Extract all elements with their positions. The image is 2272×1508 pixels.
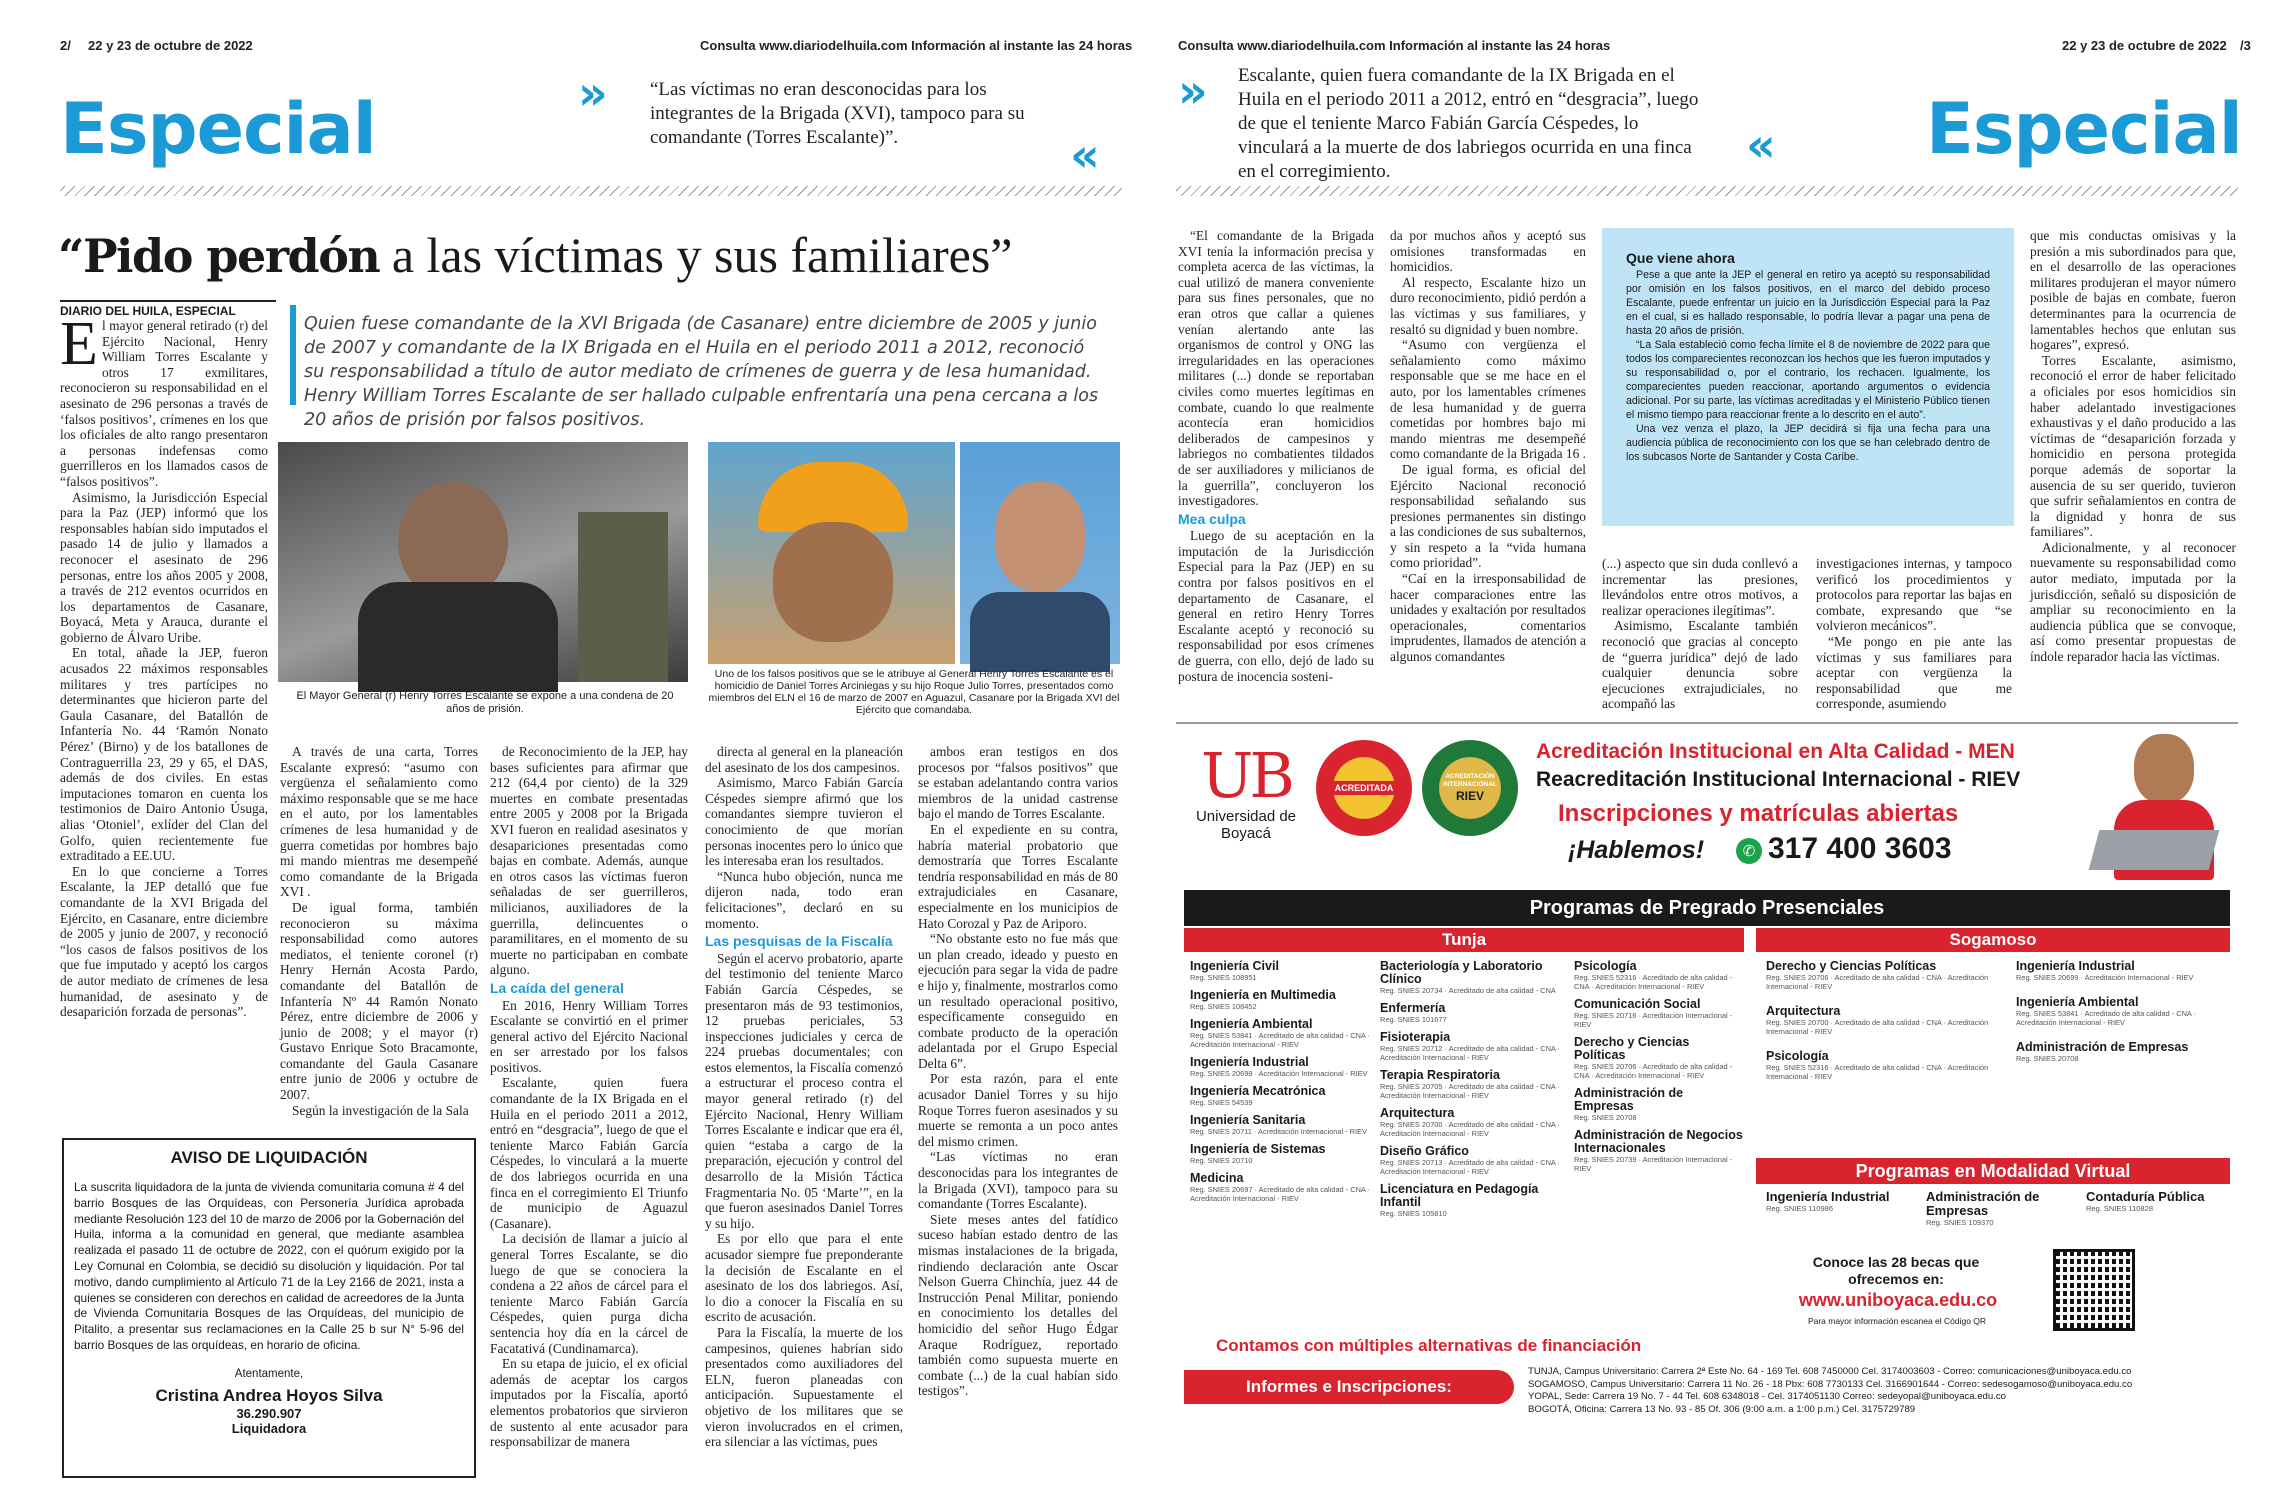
- program-detail: Reg. SNIES 20710: [1190, 1156, 1253, 1165]
- paragraph: que mis conductas omisivas y la presión a mis subordinados para que, en el desarrollo de las operaciones militares produjeran el mayor número posible de bajas en combate, fueron determinantes para la ocurrencia de lamentables hechos que enlutan sus hogares”, expresó.: [2030, 228, 2236, 353]
- photo-caption-2: Uno de los falsos positivos que se le atribuye al General Henry Torres Escalante es el homicidio de Daniel Torres Arciniegas y su hijo Roque Julio Torres, presentados como miembros del ELN el 16 de marzo de 2007 en Aguazul, Casanare por la Brigada XVI del Ejército que comandaba.: [708, 668, 1120, 716]
- contact-line: SOGAMOSO, Campus Universitario: Carrera 11 No. 26 - 18 Pbx: 608 7730133 Cel. 3166901644 - Correo: sedesogamoso@uniboyaca.edu.co: [1528, 1378, 2133, 1390]
- box-paragraph: “La Sala estableció como fecha límite el 8 de noviembre de 2022 para que todos los comparecientes reconozcan los hechos que les fueron imputados y su responsabilidad o, por el contrario, los rechacen. Igualmente, los comparecientes pueden reaccionar, aportando argumentos o evidencia adicional. Por su parte, las víctimas acreditadas y el Ministerio Público tienen el mismo tiempo para reaccionar frente a lo descrito en el auto”.: [1626, 339, 1990, 421]
- accreditation-line-1: Acreditación Institucional en Alta Calidad - MEN: [1536, 740, 2015, 763]
- contact-line: YOPAL, Sede: Carrera 19 No. 7 - 44 Tel. 608 6348018 - Cel. 3174051130 Correo: sedeyopal@uniboyaca.edu.co: [1528, 1391, 2007, 1402]
- program-detail: Reg. SNIES 109370: [1926, 1218, 1994, 1227]
- virtual-program-item: [1926, 1190, 2066, 1227]
- paragraph: De igual forma, es oficial del Ejército Nacional reconoció responsabilidad señalando sus presiones permanentes sin distingo a las condiciones de sus subalternos, y sin respeto a la “vida humana como prioridad”.: [1390, 461, 1586, 571]
- paragraph: (...) aspecto que sin duda conllevó a incrementar las presiones, llevándolos entre otros motivos, a realizar operaciones ilegítimas”.: [1602, 556, 1798, 618]
- paragraph: De igual forma, también reconocieron su máxima responsabilidad como autores mediatos, el teniente coronel (r) Henry Hernán Acosta Pardo, comandante del Batallón de Infantería Nº 44 Ramón Nonato Pérez, entre diciembre de 2006 y junio de 2008; y el mayor (r) Gustavo Enrique Soto Bracamonte, comandante del Gaula Casanare entre junio de 2006 y octubre de 2007.: [280, 899, 478, 1103]
- program-detail: Reg. SNIES 20734 · Acreditado de alta calidad - CNA: [1380, 986, 1556, 995]
- program-detail: Reg. SNIES 20739 · Acreditación Internacional - RIEV: [1574, 1155, 1733, 1173]
- program-item: [1380, 1183, 1566, 1218]
- contact-list: [1528, 1366, 2228, 1416]
- program-name: Derecho y Ciencias Políticas: [1766, 959, 1937, 973]
- lede: Quien fuese comandante de la XVI Brigada (de Casanare) entre diciembre de 2005 y junio de 2007 y comandante de la IX Brigada en el Huila en el periodo 2011 a 2012, reconoció su responsabilidad a título de autor mediato de crímenes de guerra y de lesa humanidad. Henry William Torres Escalante de ser hallado culpable enfrentaría una pena cercana a los 20 años de prisión por falsos positivos.: [304, 314, 1099, 430]
- seal-label: ACREDITACIÓN INTERNACIONAL: [1443, 773, 1497, 788]
- headline: [58, 226, 1128, 284]
- program-name: Administración de Empresas: [1926, 1189, 2040, 1218]
- program-name: Ingeniería Sanitaria: [1190, 1113, 1306, 1127]
- paragraph: En su etapa de juicio, el ex oficial además de aceptar los cargos imputados por la Fiscalía, aportó elementos probatorios que sirvieron de sustento al ente acusador para responsabilizar de manera: [490, 1356, 688, 1450]
- paragraph: Según la investigación de la Sala: [292, 1102, 469, 1118]
- notice-title: AVISO DE LIQUIDACIÓN: [170, 1148, 368, 1167]
- program-detail: Reg. SNIES 108452: [1190, 1002, 1257, 1011]
- program-name: Comunicación Social: [1574, 997, 1701, 1011]
- tunja-list-2: [1380, 960, 1566, 1225]
- article-col-1: [60, 318, 268, 1113]
- program-detail: Reg. SNIES 20700 · Acreditado de alta calidad - CNA · Acreditación Internacional - RIEV: [1380, 1120, 1560, 1138]
- headline-bold: “Pido perdón: [58, 229, 380, 283]
- program-item: [1574, 960, 1744, 991]
- article-col-2: [280, 744, 478, 1118]
- program-item: [1190, 1056, 1370, 1078]
- paragraph: “Las víctimas no eran desconocidas para los integrantes de la Brigada (XVI), tampoco para su comandante (Torres Escalante).: [918, 1149, 1118, 1212]
- program-item: [2016, 1041, 2226, 1063]
- program-name: Fisioterapia: [1380, 1030, 1451, 1044]
- paragraph: investigaciones internas, y tampoco verificó los procedimientos y protocolos para reportar las bajas en combate, expresando que “se volvieron mecánicos”.: [1816, 556, 2012, 634]
- chevron-right-icon: »: [578, 66, 598, 120]
- program-name: Ingeniería Ambiental: [2016, 995, 2139, 1009]
- photo-suit: [358, 582, 558, 692]
- program-detail: Reg. SNIES 20711 · Acreditación Internacional - RIEV: [1190, 1127, 1367, 1136]
- lede-bar: [290, 305, 296, 405]
- page-site: Consulta www.diariodelhuila.com Información al instante las 24 horas: [700, 38, 1133, 53]
- university-logo[interactable]: [1186, 739, 1306, 844]
- program-detail: Reg. SNIES 52316 · Acreditado de alta calidad - CNA · Acreditación Internacional - RIEV: [1766, 1063, 1989, 1081]
- program-detail: Reg. SNIES 108951: [1190, 973, 1257, 982]
- subhead-pesquisas: Las pesquisas de la Fiscalía: [705, 933, 893, 950]
- program-name: Medicina: [1190, 1171, 1244, 1185]
- program-item: [1380, 1031, 1566, 1062]
- paragraph: Para la Fiscalía, la muerte de los campesinos, quienes habrían sido presentados como auxiliadores del ELN, fueron planeadas con anticipación. Supuestamente el objetivo de los militares que se vieron involucrados en el crimen, era silenciar a las víctimas, pues: [705, 1324, 903, 1450]
- paragraph: En lo que concierne a Torres Escalante, la JEP detalló que fue comandante de la XVI Brigada del Ejército, en Casanare, entre diciembre de 2005 y junio de 2007, y reconoció “los casos de falsos positivos de los que fue imputado y aceptó los cargos de autor mediato de crímenes de lesa humanidad, de asesinato y de desaparición forzada de personas”.: [60, 863, 268, 1020]
- program-detail: Reg. SNIES 20713 · Acreditado de alta calidad - CNA · Acreditación Internacional - RIEV: [1380, 1158, 1560, 1176]
- virtual-band: Programas en Modalidad Virtual: [1756, 1158, 2230, 1184]
- program-item: [1574, 1036, 1744, 1080]
- sogamoso-list-2: [2016, 960, 2226, 1077]
- paragraph: “Nunca hubo objeción, nunca me dijeron nada, todo eran felicitaciones”, declaró en su momento.: [705, 868, 903, 931]
- program-item: [1380, 1069, 1566, 1100]
- notice-name: Cristina Andrea Hoyos Silva: [155, 1385, 383, 1405]
- program-detail: Reg. SNIES 20699 · Acreditación Internacional - RIEV: [1190, 1069, 1368, 1078]
- paragraph: “No obstante esto no fue más que un plan creado, ideado y puesto en ejecución para segar la vida de padre e hijo y, finalmente, mostrarlos como un resultado operacional positivo, específicamente conseguido en combate producto de la operación adelantada por el Grupo Especial Delta 6”.: [918, 931, 1118, 1071]
- seal-label: ACREDITADA: [1331, 781, 1398, 795]
- program-detail: Reg. SNIES 53841 · Acreditado de alta calidad - CNA · Acreditación Internacional - RIEV: [1190, 1031, 1370, 1049]
- program-detail: Reg. SNIES 20712 · Acreditado de alta calidad - CNA · Acreditación Internacional - RIEV: [1380, 1044, 1560, 1062]
- paragraph: Según el acervo probatorio, aparte del testimonio del teniente Marco Fabián García Céspedes, se presentaron más de 93 testimonios, 12 pruebas periciales, 53 inspecciones judiciales y cerca de 224 pruebas documentales; con estos elementos, la Fiscalía comenzó a estructurar el proceso contra el mayor general retirado (r) del Ejército Nacional, Henry William Torres Escalante e indicar que era él, quien “estaba a cargo de la preparación, ejecución y control del desarrollo de la Misión Táctica Fragmentaria No. 05 ‘Marte’”, en la que fueron asesinados Daniel Torres y su hijo.: [705, 950, 903, 1231]
- program-item: [1574, 1087, 1744, 1122]
- program-item: [1190, 1018, 1370, 1049]
- page-date: 22 y 23 de octubre de 2022: [88, 38, 253, 53]
- scholarships-text: Conoce las 28 becas que ofrecemos en:: [1812, 1254, 1980, 1287]
- box-paragraph: Pese a que ante la JEP el general en retiro ya aceptó su responsabilidad por omisión en los falsos positivos, en el marco del debido proceso Escalante, puede enfrentar un juicio en la Jurisdicción Especial para la Paz en el cual, si es hallado responsable, lo podría llevar a pagar una pena de hasta 20 años de prisión.: [1626, 269, 1990, 337]
- program-name: Terapia Respiratoria: [1380, 1068, 1500, 1082]
- virtual-program-item: [1766, 1190, 1906, 1227]
- chevron-left-icon: «: [1746, 118, 1766, 172]
- program-detail: Reg. SNIES 20716 · Acreditación Internacional - RIEV: [1574, 1011, 1733, 1029]
- program-name: Ingeniería de Sistemas: [1190, 1142, 1326, 1156]
- program-detail: Reg. SNIES 110986: [1766, 1204, 1833, 1213]
- program-item: [1190, 1085, 1370, 1107]
- photo-face: [773, 522, 893, 642]
- international-seal: [1422, 740, 1518, 836]
- ad-url[interactable]: www.uniboyaca.edu.co: [1798, 1290, 1998, 1310]
- laptop-icon: [2089, 830, 2220, 870]
- program-detail: Reg. SNIES 20699 · Acreditación Internacional - RIEV: [2016, 973, 2194, 982]
- program-name: Psicología: [1574, 959, 1637, 973]
- box-paragraph: Una vez venza el plazo, la JEP decidirá si fija una fecha para una audiencia pública de reconocimiento con los que se han celebrado dentro de los subcasos Norte de Santander y Costa Caribe.: [1626, 423, 1990, 463]
- photo-shirt: [970, 592, 1110, 672]
- paragraph: “El comandante de la Brigada XVI tenía la información precisa y completa acerca de las víctimas, la cual utilizó de manera conveniente para sus fines personales, que no eran otros que callar a quienes venían alertando ante las organismos de control y ONG las irregularidades en las operaciones militares (...) donde se reportaban civiles como muertes legítimas en combate, cuando lo que realmente acontecía eran homicidios deliberados de campesinos y labriegos no combatientes tildados de ser auxiliadores y milicianos de la guerrilla”, concluyeron los investigadores.: [1178, 228, 1374, 509]
- program-name: Derecho y Ciencias Políticas: [1574, 1035, 1690, 1062]
- paragraph: “Caí en la irresponsabilidad de hacer comparaciones entre las unidades y exaltación por resultados operacionales, comentarios imprudentes, llamados de atención a algunos comandantes: [1390, 571, 1586, 665]
- program-detail: Reg. SNIES 105810: [1380, 1209, 1447, 1218]
- page-date: 22 y 23 de octubre de 2022: [2062, 38, 2227, 53]
- program-name: Ingeniería Industrial: [1190, 1055, 1309, 1069]
- whatsapp-icon[interactable]: ✆: [1736, 838, 1762, 864]
- university-ad: [1176, 730, 2238, 1490]
- program-item: [1380, 1002, 1566, 1024]
- accreditation-seal: [1316, 740, 1412, 836]
- info-button[interactable]: Informes e Inscripciones:: [1184, 1370, 1514, 1404]
- qr-note: Para mayor información escanea el Código QR: [1807, 1316, 1987, 1326]
- program-item: [1190, 1143, 1370, 1165]
- logo-letters: UB: [1201, 739, 1291, 812]
- notice-role: Liquidadora: [231, 1420, 307, 1436]
- article-col-2: [1390, 228, 1586, 708]
- qr-code-icon[interactable]: [2056, 1252, 2132, 1328]
- paragraph: En el expediente en su contra, habría material probatorio que demostraría que Torres Escalante tendría responsabilidad en más de 80 extrajudiciales en Casanare, especialmente en los municipios de Hato Corozal y Paz de Ariporo.: [918, 821, 1118, 931]
- paragraph: A través de una carta, Torres Escalante expresó: “asumo con vergüenza el señalamiento como máximo responsable que se me hace en el auto, por los lamentables crímenes de lesa humanidad y de guerra cometidas por hombres bajo mi mando mientras me desempeñé como comandante de la Brigada XVI .: [280, 744, 478, 900]
- page-number: /3: [2240, 38, 2251, 53]
- paragraph: Es por ello que para el ente acusador siempre fue preponderante la decisión de Escalante en el asesinato de los dos labriegos. Así, lo dio a conocer la Fiscalía en su escrito de acusación.: [705, 1231, 903, 1325]
- liquidation-notice: [62, 1138, 476, 1478]
- photo-face: [995, 482, 1085, 592]
- paragraph: Al respecto, Escalante hizo un duro reconocimiento, pidió perdón a las víctimas y sus familiares, y resaltó su dignidad y buen nombre.: [1390, 274, 1586, 337]
- article-col-3: [490, 744, 688, 1484]
- program-name: Arquitectura: [1380, 1106, 1455, 1120]
- paragraph: “Asumo con vergüenza el señalamiento como máximo responsable que se me hace en el auto, por los lamentables crímenes de lesa humanidad y de guerra cometidas por hombres bajo mi mando mientras me desempeñé como comandante de la Brigada 16 .: [1390, 337, 1586, 462]
- article-col-4: [705, 744, 903, 1484]
- program-detail: Reg. SNIES 52316 · Acreditado de alta calidad - CNA · Acreditación Internacional - RIEV: [1574, 973, 1733, 991]
- article-col-5: [918, 744, 1118, 1484]
- program-item: [1574, 998, 1744, 1029]
- notice-id: 36.290.907: [236, 1405, 302, 1421]
- photo-caption-1: El Mayor General (r) Henry Torres Escalante se expone a una condena de 20 años de prisión.: [296, 690, 674, 715]
- program-item: [1190, 1114, 1370, 1136]
- student-head: [2134, 734, 2194, 804]
- program-detail: Reg. SNIES 20706 · Acreditado de alta calidad - CNA · Acreditación Internacional - RIEV: [1766, 973, 1989, 991]
- section-title: Especial: [1926, 88, 2242, 170]
- chevron-left-icon: «: [1070, 128, 1090, 182]
- program-name: Ingeniería Ambiental: [1190, 1017, 1313, 1031]
- paragraph: directa al general en la planeación del asesinato de los dos campesinos.: [705, 744, 903, 775]
- program-name: Administración de Empresas: [1574, 1086, 1684, 1113]
- paragraph: Asimismo, Marco Fabián García Céspedes siempre afirmó que los comandantes siempre tuvieron el conocimiento de que morían personas inocentes pero lo único que les interesaba eran los resultados.: [705, 775, 903, 869]
- sidebar-box: [1602, 228, 2014, 526]
- page-right: [1136, 0, 2272, 1508]
- contact-line: TUNJA, Campus Universitario: Carrera 2ª Este No. 64 - 169 Tel. 608 7450000 Cel. 3174003603 - Correo: comunicaciones@uniboyaca.edu.co: [1528, 1366, 2132, 1377]
- student-illustration: [2094, 734, 2234, 884]
- program-name: Administración de Empresas: [2016, 1040, 2189, 1054]
- subhead-caida: La caída del general: [490, 979, 624, 996]
- programs-band: Programas de Pregrado Presenciales: [1184, 890, 2230, 926]
- program-item: [1380, 1145, 1566, 1176]
- zigzag-divider: [1176, 186, 2238, 196]
- program-item: [1766, 960, 1996, 991]
- accreditation-line-2: Reacreditación Institucional Internacional - RIEV: [1536, 768, 2021, 791]
- paragraph: Por esta razón, para el ente acusador Daniel Torres y su hijo Roque Torres fueron asesinados y su muerte se remonta a un poco antes del mismo crimen.: [918, 1071, 1118, 1149]
- logo-name: Universidad de Boyacá: [1195, 808, 1297, 842]
- dropcap: E: [60, 310, 98, 378]
- program-name: Ingeniería en Multimedia: [1190, 988, 1336, 1002]
- program-name: Diseño Gráfico: [1380, 1144, 1469, 1158]
- program-item: [1380, 960, 1566, 995]
- program-detail: Reg. SNIES 20697 · Acreditado de alta calidad - CNA · Acreditación Internacional - RIEV: [1190, 1185, 1370, 1203]
- ad-divider: [1176, 722, 2238, 724]
- pull-quote: “Las víctimas no eran desconocidas para los integrantes de la Brigada (XVI), tampoco para su comandante (Torres Escalante)”.: [650, 79, 1025, 148]
- sogamoso-header: Sogamoso: [1756, 928, 2230, 952]
- program-name: Bacteriología y Laboratorio Clínico: [1380, 959, 1543, 986]
- program-detail: Reg. SNIES 20705 · Acreditado de alta calidad - CNA · Acreditación Internacional - RIEV: [1380, 1082, 1560, 1100]
- program-item: [1190, 989, 1370, 1011]
- financing-text: Contamos con múltiples alternativas de financiación: [1216, 1336, 1642, 1355]
- photo-victim-son: [960, 442, 1120, 664]
- page-site: Consulta www.diariodelhuila.com Información al instante las 24 horas: [1178, 38, 1611, 53]
- program-name: Administración de Negocios Internacionales: [1574, 1128, 1743, 1155]
- seal-riev: RIEV: [1455, 789, 1484, 803]
- paragraph: ambos eran testigos en dos procesos por “falsos positivos” que se estaban adelantando contra varios miembros de la unidad castrense bajo el mando de Torres Escalante.: [918, 744, 1118, 822]
- program-name: Enfermería: [1380, 1001, 1446, 1015]
- paragraph: Torres Escalante, asimismo, reconoció el error de haber felicitado a oficiales por esos homicidios sin haber adelantado investigaciones exhaustivas y el daño producido a las víctimas de “desaparición forzada y homicidio en persona protegida porque además de soportar la ausencia de su ser querido, tuvieron que sufrir señalamientos en contra de la dignidad y honra de sus familiares”.: [2030, 352, 2236, 540]
- virtual-program-item: [2086, 1190, 2226, 1227]
- program-detail: Reg. SNIES 110828: [2086, 1204, 2153, 1213]
- article-col-4: [1816, 556, 2012, 712]
- program-detail: Reg. SNIES 20708: [1574, 1113, 1637, 1122]
- program-name: Ingeniería Civil: [1190, 959, 1279, 973]
- program-detail: Reg. SNIES 53841 · Acreditado de alta calidad - CNA · Acreditación Internacional - RIEV: [2016, 1009, 2196, 1027]
- qr-pattern: [2056, 1252, 2132, 1328]
- notice-body: La suscrita liquidadora de la junta de vivienda comunitaria comuna # 4 del barrio Bosques de las Orquídeas, con Personería Jurídica aprobada mediante Resolución 123 del 10 de marzo de 2006 por la Gobernación del Huila, informa a la comunidad en general, que mediante asamblea realizada el pasado 11 de octubre de 2022, con el quórum exigido por la Ley Comunal en Colombia, se decidió su disolución y liquidación. Por tal motivo, dando cumplimiento al Artículo 71 de la Ley 2166 de 2021, insta a quienes se consideren con derechos en calidad de acreedores de la Junta de Vivienda Comunitaria Bosques de las Orquídeas, del municipio de Pitalito, a presentar sus reclamaciones en la Calle 25 b sur N° 5-96 del barrio Bosques de las orquídeas, en horario de oficina.: [74, 1180, 464, 1352]
- program-detail: Reg. SNIES 20700 · Acreditado de alta calidad - CNA · Acreditación Internacional - RIEV: [1766, 1018, 1989, 1036]
- paragraph: Asimismo, la Jurisdicción Especial para la Paz (JEP) informó que los responsables habían sido imputados el pasado 14 de julio y llamados a reconocer el asesinato de 296 personas, entre los años 2005 y 2008, a través de 212 eventos ocurridos en los departamentos de Casanare, Boyacá, Meta y Arauca, durante el gobierno de Álvaro Uribe.: [60, 489, 268, 645]
- program-detail: Reg. SNIES 20706 · Acreditado de alta calidad - CNA · Acreditación Internacional - RIEV: [1574, 1062, 1733, 1080]
- section-title: Especial: [60, 88, 376, 170]
- tunja-list-3: [1574, 960, 1744, 1180]
- box-title: Que viene ahora: [1626, 250, 1735, 266]
- pull-quote: Escalante, quien fuera comandante de la IX Brigada en el Huila en el periodo 2011 a 2012, entró en “desgracia”, luego de que el teniente Marco Fabián García Céspedes, lo vinculará a la muerte de dos labriegos ocurrida en una finca en el corregimiento.: [1238, 65, 1699, 182]
- phone-number[interactable]: 317 400 3603: [1768, 832, 1952, 865]
- page-number: 2/: [60, 38, 71, 53]
- subhead-mea-culpa: Mea culpa: [1178, 510, 1246, 527]
- paragraph: de Reconocimiento de la JEP, hay bases suficientes para afirmar que 212 (64,4 por ciento) de la 329 muertes en combate presentadas entre 2005 y 2008 por la Brigada XVI fueron en realidad asesinatos y desapariciones presentadas como bajas en combate. Además, aunque en otros casos las víctimas fueron señaladas de ser guerrilleros, milicianos, auxiliadores de la guerrilla, delincuentes o paramilitares, en el momento de su muerte no participaban en combate alguno.: [490, 744, 688, 978]
- program-name: Ingeniería Industrial: [2016, 959, 2135, 973]
- program-name: Arquitectura: [1766, 1004, 1841, 1018]
- contact-line: BOGOTÁ, Oficina: Carrera 13 No. 93 - 85 Of. 306 (9:00 a.m. a 1:00 p.m.) Cel. 3175729789: [1528, 1403, 1916, 1415]
- program-name: Ingeniería Industrial: [1766, 1189, 1890, 1204]
- talk-label: ¡Hablemos!: [1568, 836, 1705, 864]
- program-item: [2016, 996, 2226, 1027]
- program-name: Licenciatura en Pedagogía Infantil: [1380, 1182, 1539, 1209]
- program-detail: Reg. SNIES 54539: [1190, 1098, 1253, 1107]
- byline: DIARIO DEL HUILA, ESPECIAL: [60, 300, 276, 318]
- program-item: [1766, 1005, 1996, 1036]
- program-item: [1574, 1129, 1744, 1173]
- paragraph: “Me pongo en pie ante las víctimas y sus familiares para aceptar con vergüenza la responsabilidad que me corresponde, asumiendo: [1816, 633, 2012, 712]
- tunja-header: Tunja: [1184, 928, 1744, 952]
- zigzag-divider: [60, 186, 1122, 196]
- article-col-5: [2030, 228, 2236, 708]
- paragraph: En total, añade la JEP, fueron acusados 22 máximos responsables militares y tres partícipes no determinantes que hicieron parte del Gaula Casanare, del Batallón de Infantería No. 44 ‘Ramón Nonato Pérez’ (Birno) y de los batallones de Contraguerrilla 23, 29 y 65, el DAS, además de dos civiles. En estas imputaciones tomaron en cuenta los testimonios de Dairo Antonio Úsuga, alias ‘Otoniel’, exlíder del Clan del Golfo, quien recientemente fue extraditado a EE.UU.: [60, 645, 268, 864]
- photo-victim-father: [708, 442, 955, 664]
- program-name: Contaduría Pública: [2086, 1189, 2205, 1204]
- paragraph: Luego de su aceptación en la imputación de la Jurisdicción Especial para la Paz (JEP) en su contra por falsos positivos en el departamento de Casanare, el general en retiro Henry Torres Escalante aceptó y reconoció su responsabilidad por esos crímenes de guerra, con ello, dejó de lado su postura de inocencia sosteni-: [1178, 528, 1374, 684]
- program-item: [2016, 960, 2226, 982]
- program-item: [1380, 1107, 1566, 1138]
- tunja-list-1: [1190, 960, 1370, 1210]
- notice-closing: Atentamente,: [234, 1367, 304, 1380]
- paragraph: Escalante, quien fuera comandante de la IX Brigada en el Huila en el periodo 2011 a 2012, entró en “desgracia”, luego de que el teniente Marco Fabián García Céspedes, lo vinculará a la muerte de dos labriegos ocurrida en una finca en el corregimiento El Triunfo de municipio de Aguazul (Casanare).: [490, 1075, 688, 1231]
- paragraph: La decisión de llamar a juicio al general Torres Escalante, se dio luego de que se conociera la condena a 22 años de cárcel para el teniente Marco Fabián García Céspedes, quien purga dicha sentencia hoy día en la cárcel de Facatativá (Cundinamarca).: [490, 1231, 688, 1356]
- photo-soldier: [578, 512, 668, 682]
- paragraph: Siete meses antes del fatídico suceso habían estado dentro de las mismas instalaciones de la brigada, rindiendo declaración ante Oscar Nelson Guerra Chinchía, juez 44 de Instrucción Penal Militar, poniendo en conocimiento los detalles del homicidio del señor Hugo Édgar Araque Rodríguez, reportado también como supuesta muerte en combate (...) de la cual habían sido testigos”.: [918, 1211, 1118, 1399]
- article-col-3: [1602, 556, 1798, 712]
- logo-mark: [1186, 739, 1306, 812]
- paragraph: da por muchos años y aceptó sus omisiones transformadas en homicidios.: [1390, 228, 1586, 275]
- enrollment-open: Inscripciones y matrículas abiertas: [1558, 800, 1959, 827]
- program-item: [1190, 960, 1370, 982]
- program-detail: Reg. SNIES 20708: [2016, 1054, 2079, 1063]
- paragraph: En 2016, Henry William Torres Escalante se convirtió en el primer general activo del Ejército Nacional en ser arrestado por los falsos positivos.: [490, 997, 688, 1075]
- program-name: Ingeniería Mecatrónica: [1190, 1084, 1326, 1098]
- photo-general: [278, 442, 688, 682]
- program-item: [1766, 1050, 1996, 1081]
- program-detail: Reg. SNIES 101677: [1380, 1015, 1447, 1024]
- paragraph: Adicionalmente, y al reconocer nuevamente su responsabilidad como autor mediato, imputada por la jurisdicción, señaló su disposición de ampliar su reconocimiento en la audiencia pública que se convoque, así como presentar propuestas de índole reparador hacia las víctimas.: [2030, 539, 2236, 665]
- program-name: Psicología: [1766, 1049, 1829, 1063]
- paragraph: l mayor general retirado (r) del Ejército Nacional, Henry William Torres Escalante y otros 17 exmilitares, reconocieron su responsabilidad en el asesinato de 296 personas a través de ‘falsos positivos’, crímenes en los que los oficiales de alto rango presentaron a personas indefensas como guerrilleros en los llamados casos de “falsos positivos”.: [60, 318, 268, 489]
- sogamoso-list-1: [1766, 960, 1996, 1095]
- virtual-list: [1766, 1190, 2226, 1227]
- headline-rest: a las víctimas y sus familiares”: [379, 227, 1013, 283]
- chevron-right-icon: »: [1178, 64, 1198, 118]
- program-item: [1190, 1172, 1370, 1203]
- paragraph: Asimismo, Escalante también reconoció que gracias al concepto de “guerra jurídica” dejó de lado cualquier denuncia sobre ejecuciones extrajudiciales, no acompañó las: [1602, 618, 1798, 712]
- article-col-1: [1178, 228, 1374, 708]
